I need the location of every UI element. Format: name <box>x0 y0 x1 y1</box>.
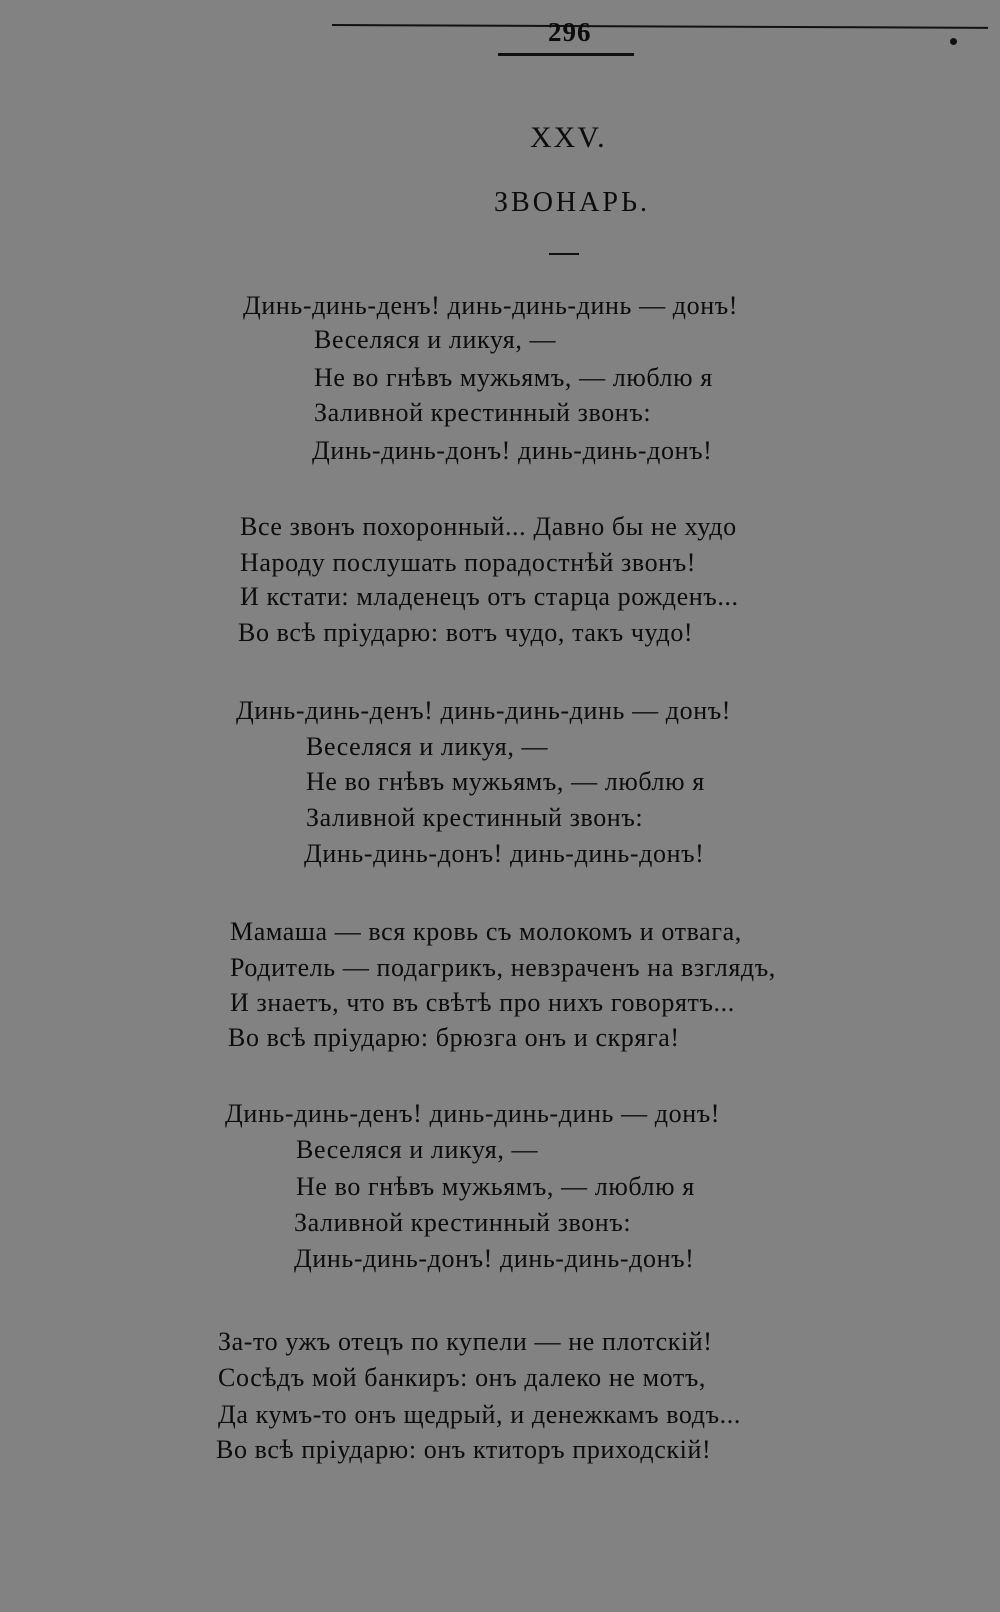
poem-line: Во всѣ пріударю: онъ ктиторъ приходскій! <box>216 1435 712 1464</box>
poem-title: ЗВОНАРЬ. <box>494 187 651 218</box>
poem-line: Родитель — подагрикъ, невзраченъ на взглядъ, <box>230 953 776 982</box>
poem-line: Не во гнѣвъ мужьямъ, — люблю я <box>296 1172 695 1201</box>
poem-line: Все звонъ похоронный... Давно бы не худо <box>240 512 737 541</box>
page-number-underline <box>498 53 634 56</box>
poem-line: Сосѣдъ мой банкиръ: онъ далеко не мотъ, <box>218 1363 707 1392</box>
poem-line: Заливной крестинный звонъ: <box>294 1208 632 1237</box>
poem-line: Да кумъ-то онъ щедрый, и денежкамъ водъ... <box>218 1400 741 1429</box>
poem-line: Заливной крестинный звонъ: <box>314 398 652 427</box>
poem-line: Веселяся и ликуя, — <box>306 732 549 761</box>
poem-line: Веселяся и ликуя, — <box>314 325 557 354</box>
poem-line: Динь-динь-донъ! динь-динь-донъ! <box>294 1244 695 1273</box>
poem-line: Во всѣ пріударю: брюзга онъ и скряга! <box>228 1023 680 1052</box>
poem-line: Во всѣ пріударю: вотъ чудо, такъ чудо! <box>238 618 694 647</box>
poem-line: Динь-динь-денъ! динь-динь-динь — донъ! <box>236 696 732 725</box>
ink-dot <box>950 38 957 45</box>
poem-line: Веселяся и ликуя, — <box>296 1135 539 1164</box>
poem-line: Не во гнѣвъ мужьямъ, — люблю я <box>306 767 705 796</box>
poem-line: Динь-динь-донъ! динь-динь-донъ! <box>312 436 713 465</box>
title-dash <box>549 253 579 255</box>
poem-line: Заливной крестинный звонъ: <box>306 803 644 832</box>
page-number: 296 <box>548 17 592 47</box>
poem-line: Народу послушать порадостнѣй звонъ! <box>240 548 697 577</box>
poem-line: И кстати: младенецъ отъ старца рожденъ... <box>240 582 739 611</box>
poem-line: Динь-динь-денъ! динь-динь-динь — донъ! <box>243 291 739 320</box>
poem-line: За-то ужъ отецъ по купели — не плотскій! <box>218 1327 713 1356</box>
poem-line: Не во гнѣвъ мужьямъ, — люблю я <box>314 363 713 392</box>
header-rule <box>332 24 988 29</box>
poem-line: Динь-динь-донъ! динь-динь-донъ! <box>304 839 705 868</box>
poem-line: Динь-динь-денъ! динь-динь-динь — донъ! <box>225 1099 721 1128</box>
poem-line: Мамаша — вся кровь съ молокомъ и отвага, <box>230 917 742 946</box>
chapter-number: XXV. <box>530 121 607 154</box>
poem-line: И знаетъ, что въ свѣтѣ про нихъ говорятъ... <box>230 988 735 1017</box>
